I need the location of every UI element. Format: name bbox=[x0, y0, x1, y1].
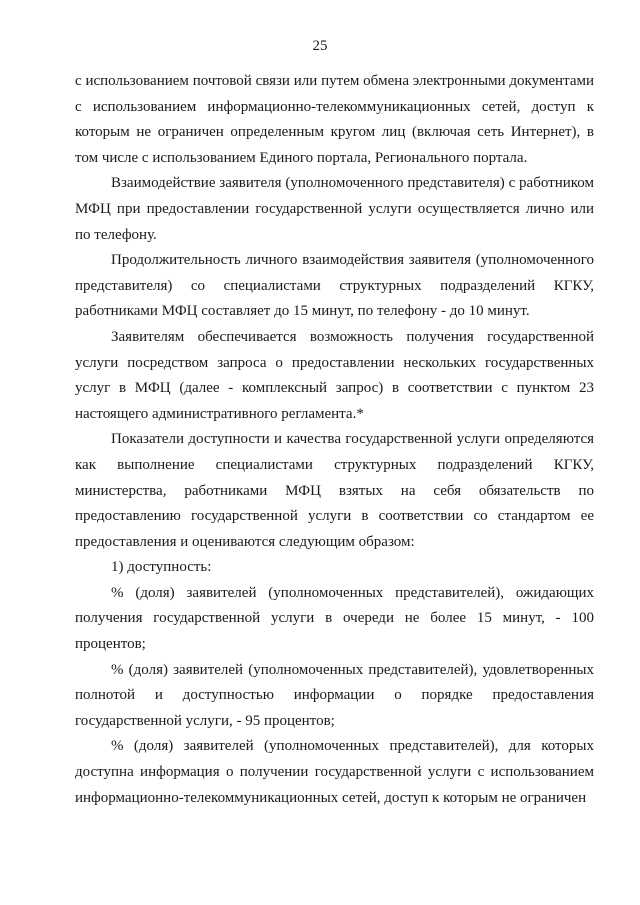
paragraph-information-satisfaction: % (доля) заявителей (уполномоченных представителей), удовлетворенных полнотой и доступностью информации о порядке предоставления государственной услуги, - 95 процентов; bbox=[75, 661, 594, 729]
paragraph-interaction-duration: Продолжительность личного взаимодействия заявителя (уполномоченного представителя) со специалистами структурных подразделений КГКУ, работниками МФЦ составляет до 15 минут, по телефону - до 10 минут. bbox=[75, 252, 594, 320]
paragraph-accessibility-heading: 1) доступность: bbox=[111, 559, 212, 576]
paragraph-online-availability: % (доля) заявителей (уполномоченных представителей), для которых доступна информация о получении государственной услуги с использованием информационно-телекоммуникационных сетей, доступ к которым не ограничен bbox=[75, 738, 594, 806]
paragraph-quality-indicators: Показатели доступности и качества государственной услуги определяются как выполнение специалистами структурных подразделений КГКУ, министерства, работниками МФЦ взятых на себя обязательств по предоставлению государственной услуги в соответствии со стандартом ее предоставления и оцениваются следующим образом: bbox=[75, 431, 594, 550]
document-body bbox=[75, 69, 594, 811]
page-number: 25 bbox=[312, 38, 328, 54]
paragraph-queue-waiting: % (доля) заявителей (уполномоченных представителей), ожидающих получения государственной услуги в очереди не более 15 минут, - 100 процентов; bbox=[75, 584, 594, 653]
paragraph-contact-channels: с использованием почтовой связи или путем обмена электронными документами с использованием информационно-телекоммуникационных сетей, доступ к которым не ограничен определенным кругом лиц (включая сеть Интернет), в том числе с использованием Единого портала, Регионального портала. bbox=[75, 73, 594, 166]
paragraph-complex-request: Заявителям обеспечивается возможность получения государственной услуги посредством запроса о предоставлении нескольких государственных услуг в МФЦ (далее - комплексный запрос) в соответствии с пунктом 23 настоящего административного регламента.* bbox=[75, 328, 594, 422]
paragraph-mfc-interaction: Взаимодействие заявителя (уполномоченного представителя) с работником МФЦ при предоставлении государственной услуги осуществляется лично или по телефону. bbox=[75, 175, 594, 243]
